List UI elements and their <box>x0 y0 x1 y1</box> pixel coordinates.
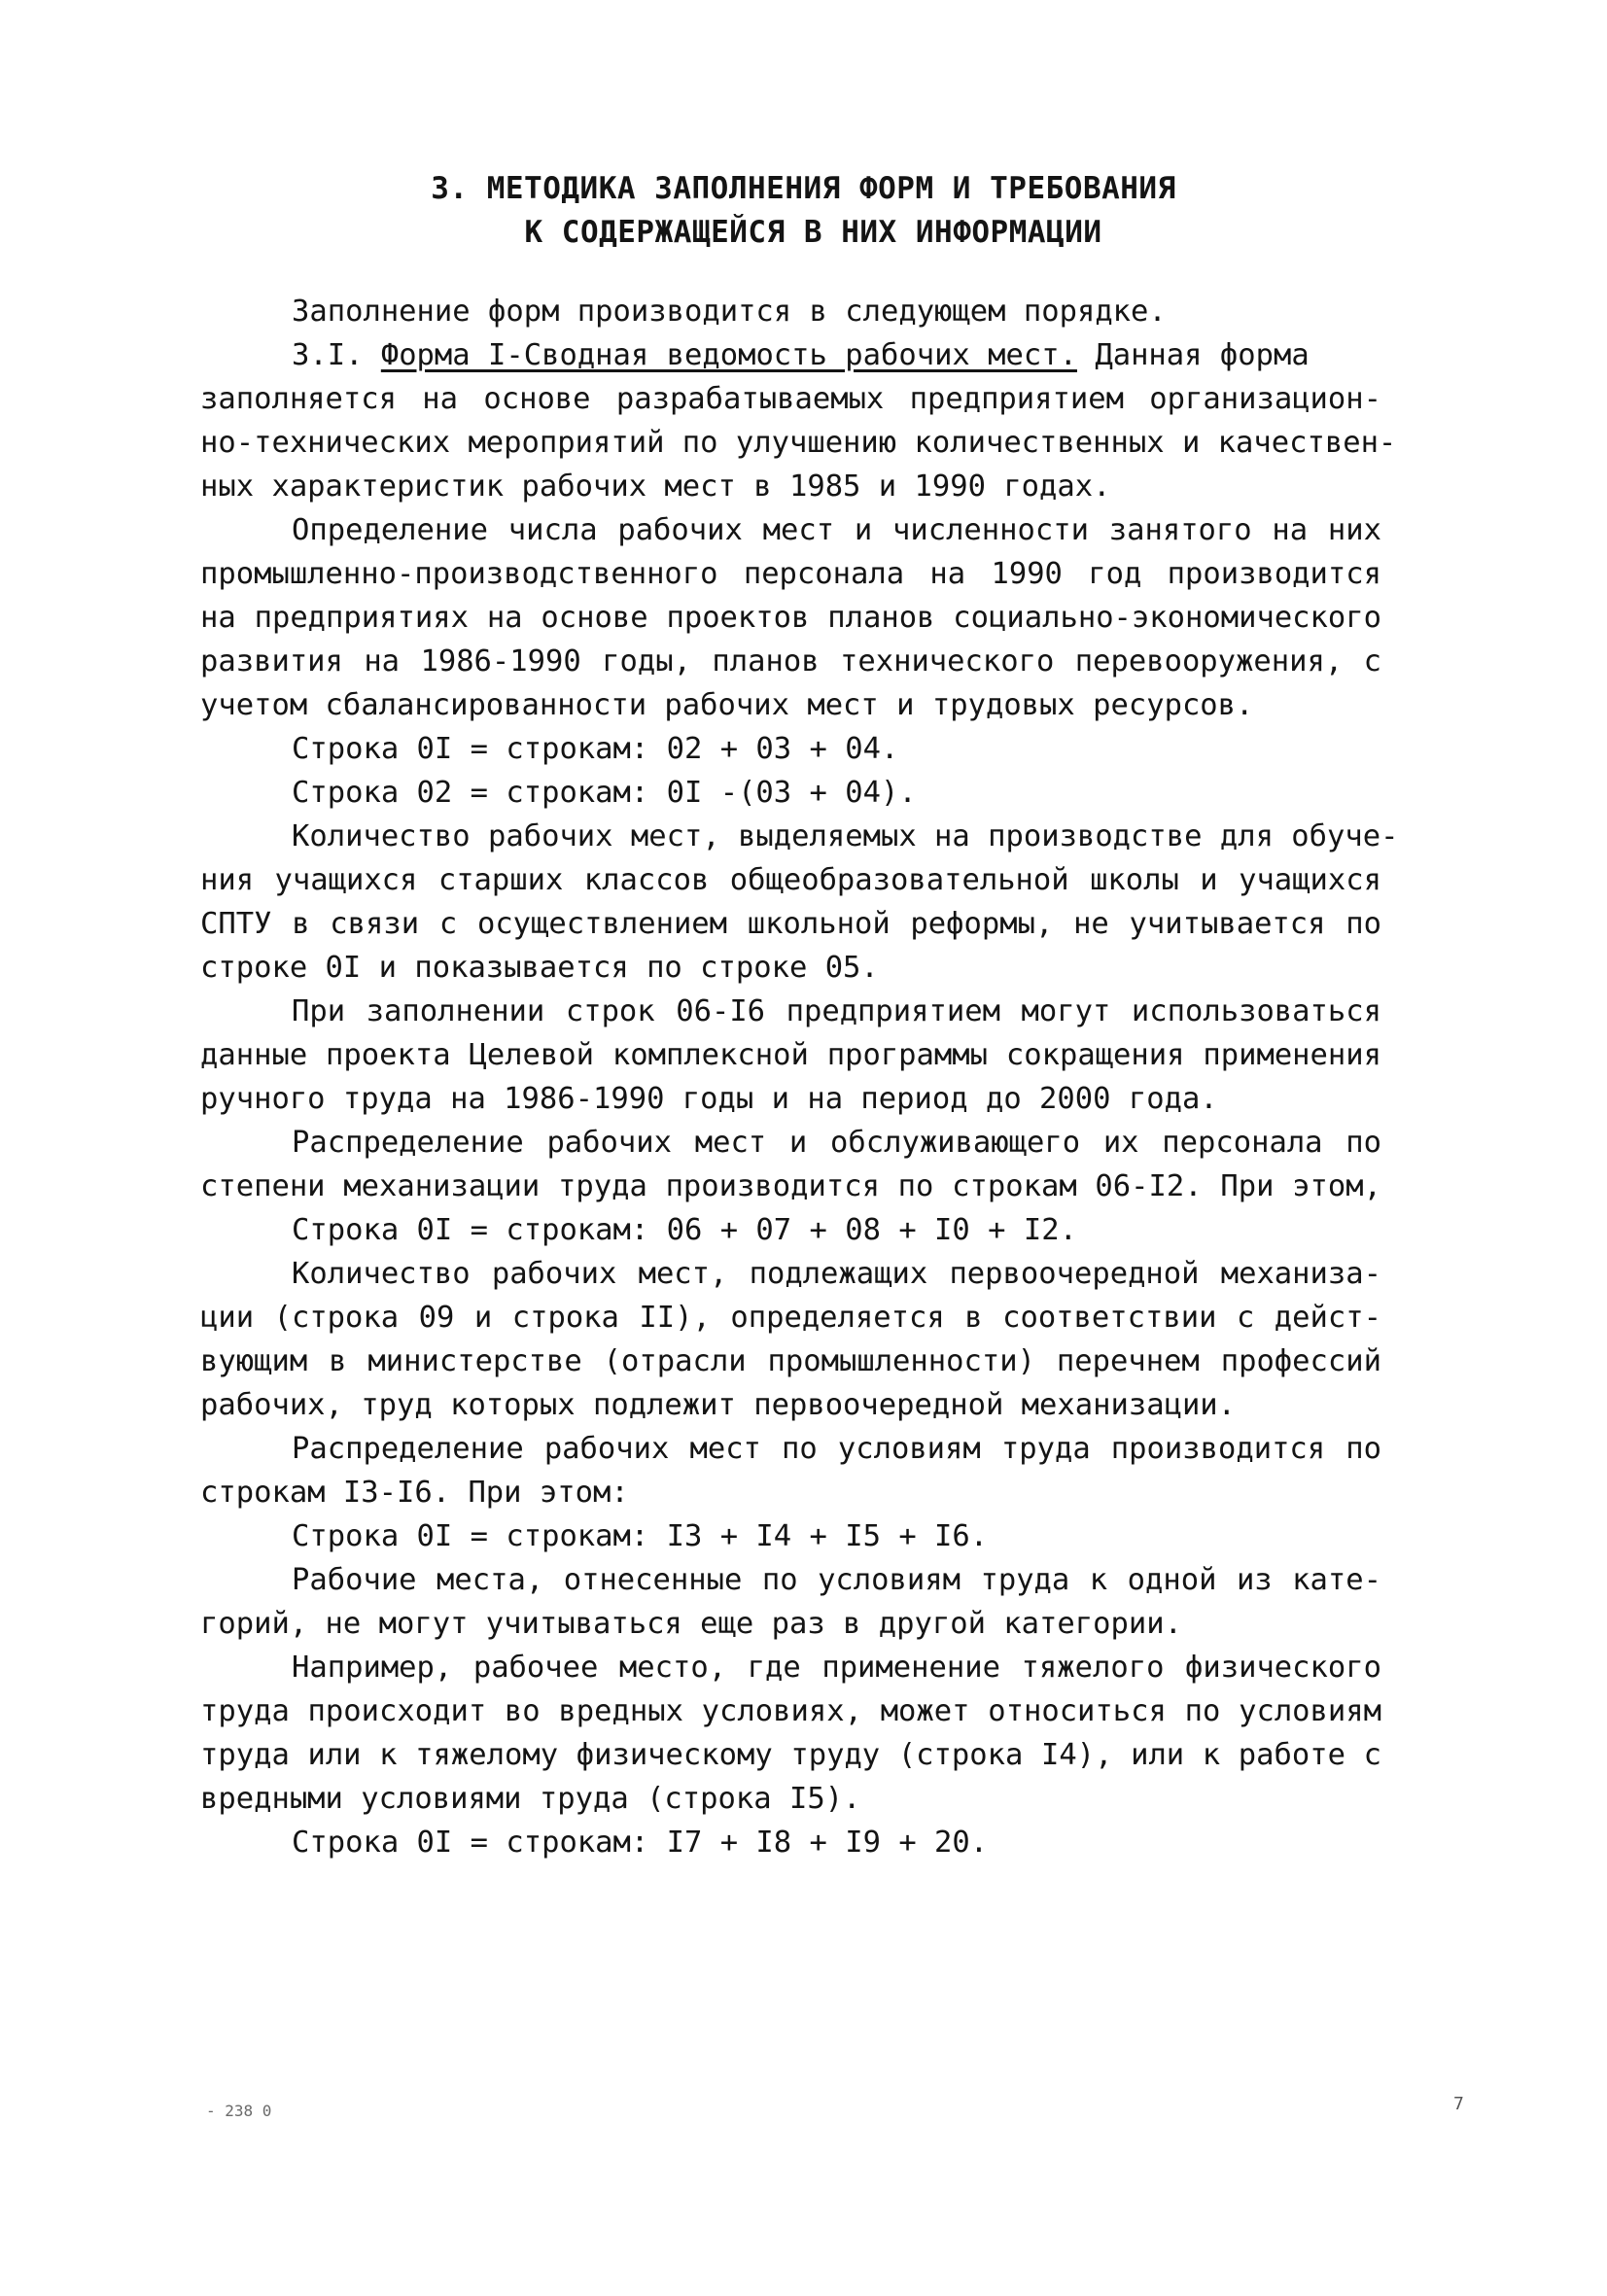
paragraph-line: на предприятиях на основе проектов планов социально-экономического <box>200 601 1381 635</box>
footer-archive-mark: - 238 0 <box>206 2102 272 2120</box>
heading-line-1: 3. МЕТОДИКА ЗАПОЛНЕНИЯ ФОРМ И ТРЕБОВАНИЯ <box>431 171 1176 206</box>
paragraph-line: Например, рабочее место, где применение тяжелого физического <box>292 1651 1381 1685</box>
heading-line-2: К СОДЕРЖАЩЕЙСЯ В НИХ ИНФОРМАЦИИ <box>524 215 1102 250</box>
paragraph-line: рабочих, труд которых подлежит первоочередной механизации. <box>200 1388 1237 1422</box>
paragraph-line: Количество рабочих мест, подлежащих первоочередной механиза- <box>292 1257 1381 1291</box>
paragraph-line: Распределение рабочих мест по условиям труда производится по <box>292 1432 1381 1466</box>
paragraph-line: учетом сбалансированности рабочих мест и трудовых ресурсов. <box>200 688 1254 722</box>
formula-line: Строка 0I = строкам: I7 + I8 + I9 + 20. <box>292 1826 989 1860</box>
paragraph-line: СПТУ в связи с осуществлением школьной реформы, не учитывается по <box>200 907 1381 941</box>
paragraph-line: вующим в министерстве (отрасли промышленности) перечнем профессий <box>200 1344 1381 1378</box>
form-title: Форма I-Сводная ведомость рабочих мест. <box>380 338 1077 372</box>
page-number: 7 <box>1453 2094 1464 2114</box>
formula-line: Строка 0I = строкам: 02 + 03 + 04. <box>292 732 899 766</box>
formula-line: Строка 0I = строкам: 06 + 07 + 08 + I0 + I2. <box>292 1213 1077 1247</box>
paragraph-line: Рабочие места, отнесенные по условиям труда к одной из кате- <box>292 1563 1381 1597</box>
section-heading <box>0 167 1607 255</box>
paragraph-line: труда или к тяжелому физическому труду (строка I4), или к работе с <box>200 1738 1381 1772</box>
paragraph-line: развития на 1986-1990 годы, планов технического перевооружения, с <box>200 644 1381 678</box>
paragraph-line: заполняется на основе разрабатываемых предприятием организацион- <box>200 382 1381 416</box>
paragraph-line: ния учащихся старших классов общеобразовательной школы и учащихся <box>200 863 1381 897</box>
paragraph-text: Данная форма <box>1095 338 1310 372</box>
paragraph-line: строке 0I и показывается по строке 05. <box>200 951 879 985</box>
paragraph-line: ных характеристик рабочих мест в 1985 и 1990 годах. <box>200 470 1111 504</box>
paragraph-line: Количество рабочих мест, выделяемых на производстве для обуче- <box>292 819 1399 853</box>
paragraph-line: Распределение рабочих мест и обслуживающего их персонала по <box>292 1126 1381 1160</box>
formula-line: Строка 0I = строкам: I3 + I4 + I5 + I6. <box>292 1519 989 1553</box>
paragraph-line: степени механизации труда производится по строкам 06-I2. При этом, <box>200 1169 1381 1203</box>
paragraph-line <box>200 333 1381 377</box>
paragraph-line: строкам I3-I6. При этом: <box>200 1476 629 1510</box>
paragraph-line: данные проекта Целевой комплексной программы сокращения применения <box>200 1038 1381 1072</box>
paragraph-line: промышленно-производственного персонала на 1990 год производится <box>200 557 1381 591</box>
paragraph-line: Заполнение форм производится в следующем порядке. <box>292 295 1167 329</box>
paragraph-line: вредными условиями труда (строка I5). <box>200 1782 861 1816</box>
paragraph-line: Определение числа рабочих мест и численности занятого на них <box>292 513 1381 547</box>
paragraph-line: но-технических мероприятий по улучшению количественных и качествен- <box>200 426 1397 460</box>
body-text <box>200 290 1399 1864</box>
formula-line: Строка 02 = строкам: 0I -(03 + 04). <box>292 776 917 810</box>
paragraph-line: ручного труда на 1986-1990 годы и на период до 2000 года. <box>200 1082 1218 1116</box>
paragraph-line: ции (строка 09 и строка II), определяется в соответствии с дейст- <box>200 1301 1381 1335</box>
paragraph-line: При заполнении строк 06-I6 предприятием могут использоваться <box>292 994 1381 1028</box>
paragraph-line: горий, не могут учитываться еще раз в другой категории. <box>200 1607 1182 1641</box>
paragraph-line: труда происходит во вредных условиях, может относиться по условиям <box>200 1694 1381 1728</box>
section-number: 3.I. <box>292 338 364 372</box>
